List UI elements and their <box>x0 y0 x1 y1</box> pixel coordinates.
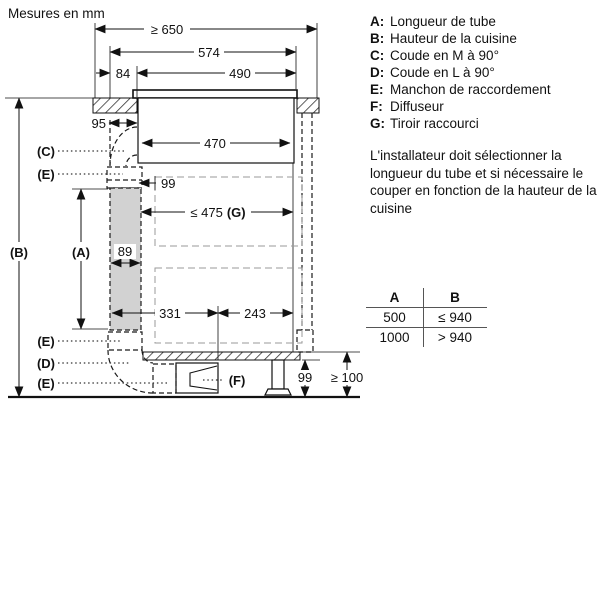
tube-length-table <box>366 288 487 347</box>
part-label-E-bottom: (E) <box>37 376 55 391</box>
hob-top-plate <box>133 90 297 98</box>
table-cell-a: 500 <box>366 308 424 327</box>
legend-key-C: C: <box>370 48 385 63</box>
worktop-right-section <box>297 98 319 113</box>
legend-item-D <box>370 64 596 81</box>
legend-item-G <box>370 115 596 132</box>
legend-key-A: A: <box>370 14 385 29</box>
legend-item-F <box>370 98 596 115</box>
legend-text-E: Manchon de raccordement <box>390 82 551 97</box>
cabinet-foot-base <box>265 389 291 395</box>
table-header-A: A <box>366 288 424 307</box>
m-bend-inner <box>126 155 137 166</box>
table-cell-b: ≤ 940 <box>438 310 472 325</box>
legend-key-G: G: <box>370 116 385 131</box>
part-label-A: (A) <box>71 245 91 260</box>
part-label-B: (B) <box>9 245 29 260</box>
dim-470-label: 470 <box>204 136 226 151</box>
dimension-lines <box>19 29 347 397</box>
legend-key-F: F: <box>370 99 383 114</box>
part-label-F: (F) <box>228 373 246 388</box>
table-row <box>366 328 487 347</box>
parts-legend <box>370 13 596 132</box>
dim-574-label: 574 <box>198 45 220 60</box>
dim-100-label: ≥ 100 <box>330 370 364 385</box>
dim-89-label: 89 <box>117 244 133 259</box>
dim-99-bottom-label: 99 <box>297 370 313 385</box>
dim-243-label: 243 <box>244 306 266 321</box>
table-header-row <box>366 288 487 308</box>
rear-channel-outlet <box>297 330 313 352</box>
units-note: Mesures en mm <box>8 6 105 21</box>
m-bend-outer <box>110 127 137 166</box>
legend-text-B: Hauteur de la cuisine <box>390 31 517 46</box>
worktop-left-section <box>93 98 137 113</box>
dim-95-label: 95 <box>91 116 106 131</box>
table-cell-a: 1000 <box>366 328 424 347</box>
dim-475-label <box>190 205 245 220</box>
part-label-D: (D) <box>36 356 56 371</box>
legend-text-G: Tiroir raccourci <box>390 116 479 131</box>
dim-84-label: 84 <box>115 66 131 81</box>
dim-475-value: ≤ 475 <box>190 205 223 220</box>
dim-331-label: 331 <box>159 306 181 321</box>
table-cell-b: > 940 <box>437 330 473 345</box>
part-label-C: (C) <box>36 144 56 159</box>
legend-item-B <box>370 30 596 47</box>
part-label-E-mid: (E) <box>37 334 55 349</box>
legend-key-B: B: <box>370 31 385 46</box>
dim-490-label: 490 <box>229 66 251 81</box>
connector-sleeve-top <box>107 167 142 188</box>
table-row <box>366 308 487 328</box>
text-backings <box>6 21 368 385</box>
legend-text-F: Diffuseur <box>390 99 444 114</box>
legend-text-D: Coude en L à 90° <box>390 65 495 80</box>
cabinet-foot <box>272 360 284 389</box>
connector-sleeve-bottom <box>153 364 176 393</box>
legend-text-A: Longueur de tube <box>390 14 496 29</box>
legend-key-E: E: <box>370 82 384 97</box>
legend-item-E <box>370 81 596 98</box>
hob-body <box>138 98 294 163</box>
legend-item-C <box>370 47 596 64</box>
dim-650-label: ≥ 650 <box>150 22 184 37</box>
dim-99-top-label: 99 <box>161 176 176 191</box>
structure <box>8 90 360 397</box>
table-header-B: B <box>450 290 460 305</box>
part-label-E-top: (E) <box>37 167 55 182</box>
cabinet-base-panel <box>143 352 300 360</box>
legend-item-A <box>370 13 596 30</box>
connector-sleeve-mid <box>108 332 142 350</box>
dim-475-part-ref: (G) <box>226 205 246 220</box>
legend-key-D: D: <box>370 65 385 80</box>
legend-text-C: Coude en M à 90° <box>390 48 499 63</box>
installer-note: L'installateur doit sélectionner la longueur du tube et si nécessaire le couper en fonction de la hauteur de la cuisine <box>370 148 597 216</box>
